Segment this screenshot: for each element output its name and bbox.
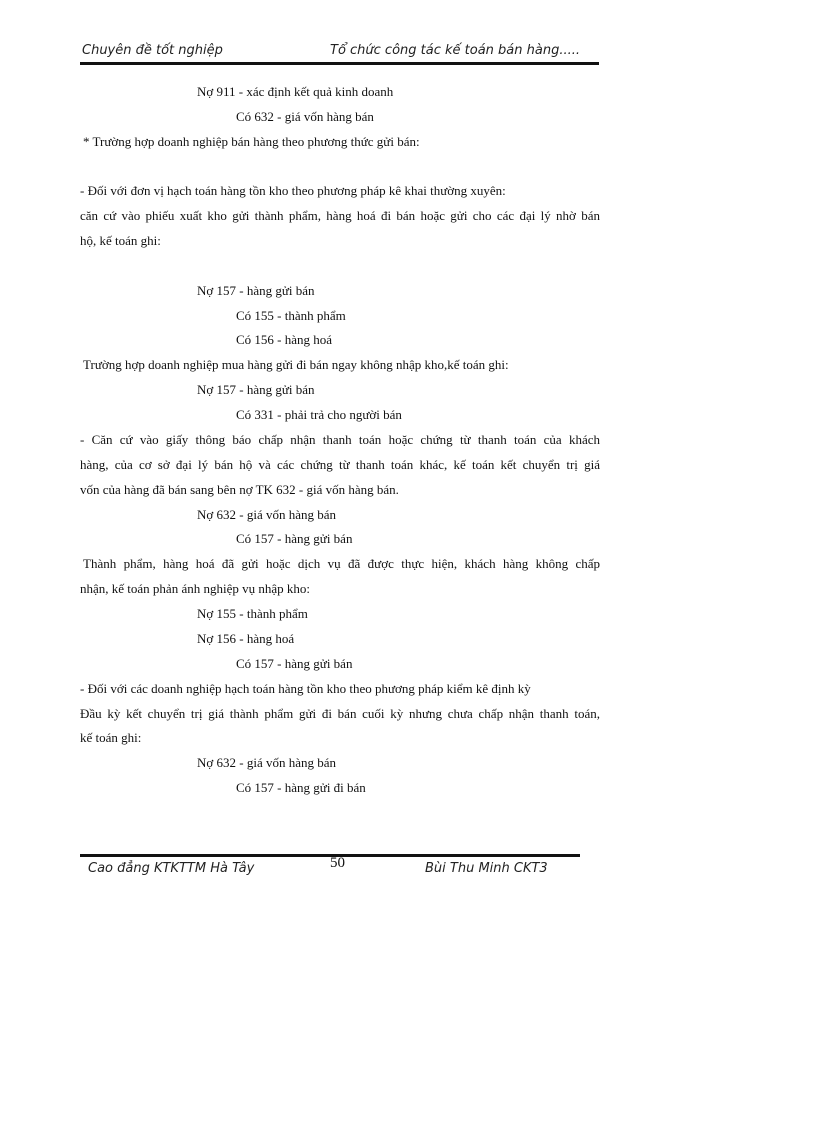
body-paragraph: - Đối với đơn vị hạch toán hàng tồn kho theo phương pháp kê khai thường xuyên: xyxy=(80,183,506,198)
body-paragraph: vốn của hàng đã bán sang bên nợ TK 632 - giá vốn hàng bán. xyxy=(80,482,399,497)
entry-line: Nợ 157 - hàng gửi bán xyxy=(197,283,315,298)
body-paragraph: hàng, của cơ sở đại lý bán hộ và các chứng từ thanh toán khác, kế toán kết chuyển trị giá xyxy=(80,457,600,472)
body-paragraph: - Căn cứ vào giấy thông báo chấp nhận thanh toán hoặc chứng từ thanh toán của khách xyxy=(80,432,600,447)
entry-line: Có 156 - hàng hoá xyxy=(236,332,333,347)
body-paragraph: - Đối với các doanh nghiệp hạch toán hàng tồn kho theo phương pháp kiểm kê định kỳ xyxy=(80,681,531,696)
entry-line: Có 331 - phải trả cho người bán xyxy=(236,407,402,422)
body-paragraph: nhận, kế toán phản ánh nghiệp vụ nhập kho: xyxy=(80,581,310,596)
footer-right-text: Bùi Thu Minh CKT3 xyxy=(425,861,548,876)
entry-line: Có 157 - hàng gửi bán xyxy=(236,656,353,671)
body-paragraph: kế toán ghi: xyxy=(80,730,142,745)
entry-line: Nợ 155 - thành phẩm xyxy=(197,606,308,621)
body-paragraph: hộ, kế toán ghi: xyxy=(80,233,161,248)
entry-line: Nợ 911 - xác định kết quả kinh doanh xyxy=(197,84,394,99)
entry-line: Có 157 - hàng gửi đi bán xyxy=(236,780,366,795)
entry-line: Nợ 157 - hàng gửi bán xyxy=(197,382,315,397)
entry-line: Có 632 - giá vốn hàng bán xyxy=(236,109,374,124)
header-right-title: Tổ chức công tác kế toán bán hàng..... xyxy=(330,43,580,58)
body-paragraph: căn cứ vào phiếu xuất kho gửi thành phẩm, hàng hoá đi bán hoặc gửi cho các đại lý nhờ bán xyxy=(80,208,600,223)
header-left-title: Chuyên đề tốt nghiệp xyxy=(82,43,223,58)
entry-line: Có 157 - hàng gửi bán xyxy=(236,531,353,546)
body-paragraph: Thành phẩm, hàng hoá đã gửi hoặc dịch vụ đã được thực hiện, khách hàng không chấp xyxy=(83,556,600,571)
page-number: 50 xyxy=(330,855,345,871)
entry-line: Nợ 156 - hàng hoá xyxy=(197,631,295,646)
body-paragraph: * Trường hợp doanh nghiệp bán hàng theo phương thức gửi bán: xyxy=(83,134,420,149)
footer-left-text: Cao đẳng KTKTTM Hà Tây xyxy=(88,861,255,876)
header-divider xyxy=(80,62,599,65)
entry-line: Nợ 632 - giá vốn hàng bán xyxy=(197,507,337,522)
entry-line: Có 155 - thành phẩm xyxy=(236,308,346,323)
body-paragraph: Trường hợp doanh nghiệp mua hàng gửi đi bán ngay không nhập kho,kế toán ghi: xyxy=(83,357,509,372)
body-paragraph: Đầu kỳ kết chuyển trị giá thành phẩm gửi đi bán cuối kỳ nhưng chưa chấp nhận thanh toán, xyxy=(80,706,600,721)
entry-line: Nợ 632 - giá vốn hàng bán xyxy=(197,755,337,770)
